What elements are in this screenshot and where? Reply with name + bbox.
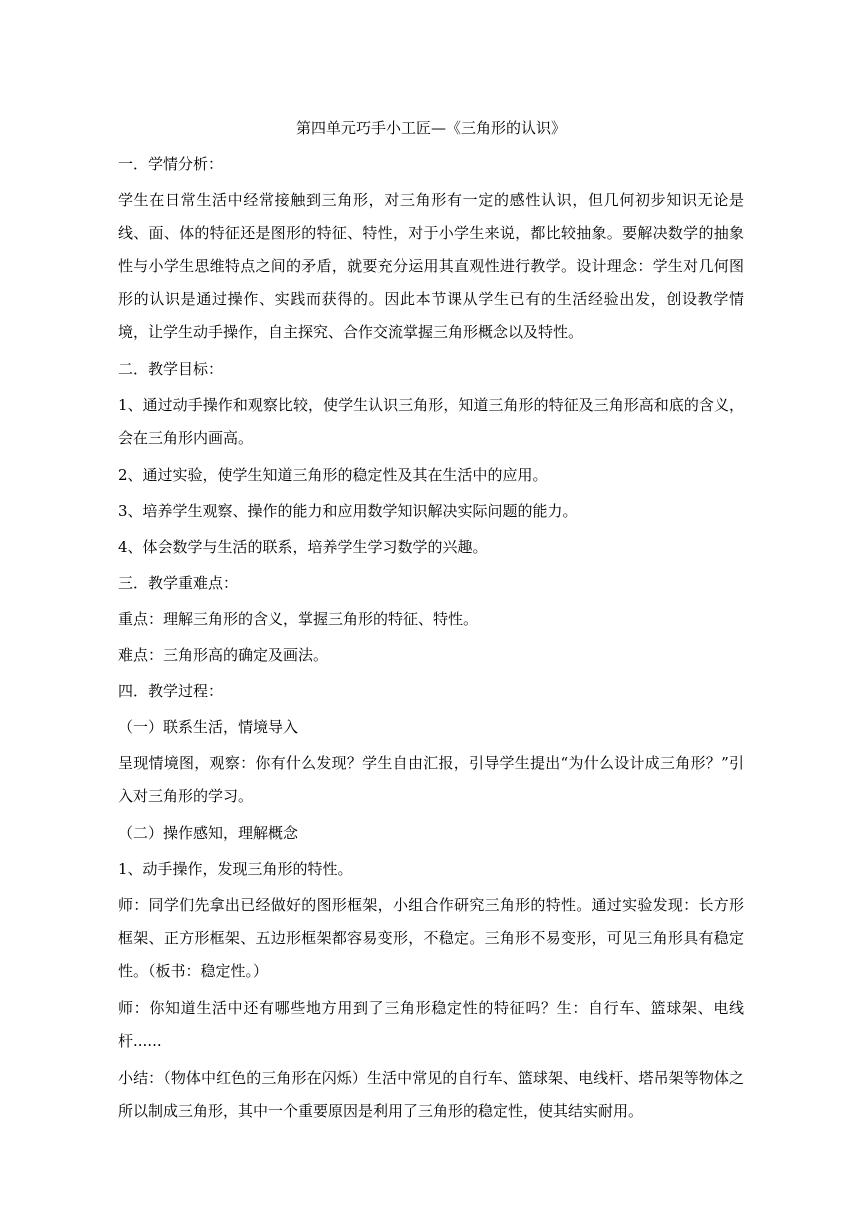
paragraph-summary: 小结：（物体中红色的三角形在闪烁）生活中常见的自行车、篮球架、电线杆、塔吊架等物体之所以制成三角形，其中一个重要原因是利用了三角形的稳定性，使其结实耐用。 (118, 1069, 744, 1120)
paragraph-student-analysis: 学生在日常生活中经常接触到三角形，对三角形有一定的感性认识，但几何初步知识无论是线、面、体的特征还是图形的特征、特性，对于小学生来说，都比较抽象。要解决数学的抽象性与小学生思维特点之间的矛盾，就要充分运用其直观性进行教学。设计理念：学生对几何图形的认识是通过操作、实践而获得的。因此本节课从学生已有的生活经验出发，创设教学情境，让学生动手操作，自主探究、合作交流掌握三角形概念以及特性。 (118, 191, 744, 341)
paragraph-teacher-question: 师：你知道生活中还有哪些地方用到了三角形稳定性的特征吗？生：自行车、篮球架、电线杆...... (118, 999, 744, 1050)
key-point: 重点：理解三角形的含义，掌握三角形的特征、特性。 (118, 610, 479, 628)
goal-item-1: 1、通过动手操作和观察比较，使学生认识三角形，知道三角形的特征及三角形高和底的含义，会在三角形内画高。 (118, 396, 744, 447)
paragraph-scene-intro: 呈现情境图，观察：你有什么发现？学生自由汇报，引导学生提出“为什么设计成三角形？”引入对三角形的学习。 (118, 754, 744, 805)
section-heading-4: 四．教学过程： (118, 682, 224, 700)
document-title: 第四单元巧手小工匠—《三角形的认识》 (295, 119, 566, 137)
activity-item-1: 1、动手操作，发现三角形的特性。 (118, 860, 353, 878)
section-heading-1: 一．学情分析： (118, 155, 224, 173)
difficult-point: 难点：三角形高的确定及画法。 (118, 646, 329, 664)
section-heading-2: 二．教学目标： (118, 360, 224, 378)
section-heading-3: 三．教学重难点： (118, 574, 239, 592)
goal-item-4: 4、体会数学与生活的联系，培养学生学习数学的兴趣。 (118, 538, 488, 556)
paragraph-teacher-experiment: 师：同学们先拿出已经做好的图形框架，小组合作研究三角形的特性。通过实验发现：长方形框架、正方形框架、五边形框架都容易变形，不稳定。三角形不易变形，可见三角形具有稳定性。（板书：稳定性。） (118, 896, 744, 980)
subsection-heading-1: （一）联系生活，情境导入 (118, 718, 299, 736)
subsection-heading-2: （二）操作感知，理解概念 (118, 824, 299, 842)
goal-item-3: 3、培养学生观察、操作的能力和应用数学知识解决实际问题的能力。 (118, 502, 578, 520)
document-page (118, 110, 744, 1136)
goal-item-2: 2、通过实验，使学生知道三角形的稳定性及其在生活中的应用。 (118, 466, 548, 484)
